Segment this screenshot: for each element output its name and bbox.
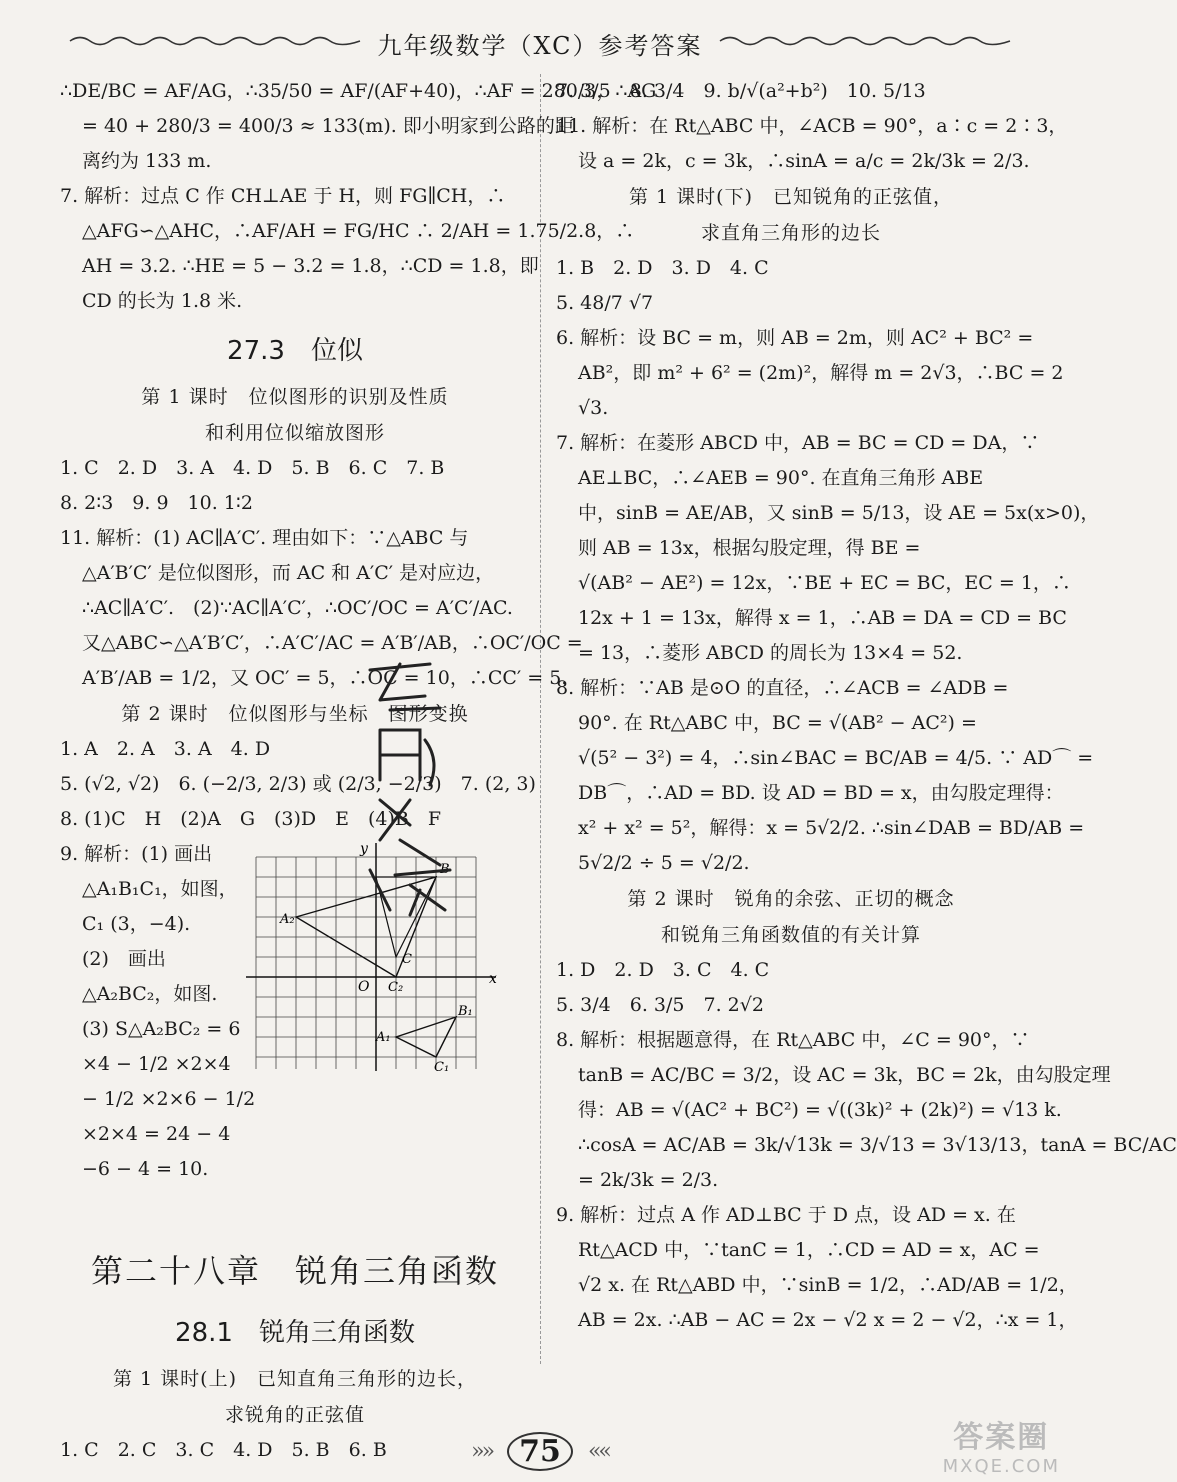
answer-line: AH = 3.2. ∴HE = 5 − 3.2 = 1.8，∴CD = 1.8，即 [82, 255, 539, 277]
answer-line: 8. 2∶3 9. 9 10. 1∶2 [60, 492, 253, 514]
answer-line: ∴cosA = AC/AB = 3k/√13k = 3/√13 = 3√13/13，tanA = BC/AC [578, 1134, 1177, 1156]
lesson-title: 求直角三角形的边长 [700, 222, 881, 244]
answer-line: √(5² − 3²) = 4，∴sin∠BAC = BC/AB = 4/5. ∵ AD⌒ = [578, 747, 1094, 769]
answer-line: 1. B 2. D 3. D 4. C [556, 257, 769, 279]
answer-line: ×2×4 = 24 − 4 [82, 1123, 231, 1145]
answer-line: Rt△ACD 中，∵tanC = 1，∴CD = AD = x，AC = [578, 1239, 1040, 1261]
section-title: 28.1 锐角三角函数 [175, 1318, 415, 1348]
answer-line: A′B′/AB = 1/2，又 OC′ = 5，∴OC = 10，∴CC′ = 5. [82, 667, 568, 689]
point-c-label: C [402, 952, 412, 967]
answer-line: 又△ABC∽△A′B′C′，∴A′C′/AC = A′B′/AB，∴OC′/OC = [82, 632, 583, 654]
page-footer [0, 1432, 1080, 1472]
lesson-title: 和锐角三角函数值的有关计算 [660, 924, 921, 946]
answer-line: 得：AB = √(AC² + BC²) = √((3k)² + (2k)²) = √13 k. [578, 1099, 1062, 1121]
answer-line: x² + x² = 5²，解得：x = 5√2/2. ∴sin∠DAB = BD/AB = [578, 817, 1085, 839]
answer-line: 9. 解析：过点 A 作 AD⊥BC 于 D 点，设 AD = x. 在 [556, 1204, 1016, 1226]
answer-line: (2) 画出 [82, 948, 166, 970]
answer-line: √3. [578, 397, 609, 419]
answer-line: 11. 解析：(1) AC∥A′C′. 理由如下：∵△ABC 与 [60, 527, 469, 549]
point-a2-label: A₂ [280, 912, 295, 927]
watermark-text: 答案圈 [953, 1420, 1050, 1455]
page-title: 九年级数学（XC）参考答案 [377, 32, 703, 60]
answer-line: 5. (√2, √2) 6. (−2/3, 2/3) 或 (2/3, −2/3) 7. (2, 3) [60, 773, 536, 795]
y-axis-label: y [360, 841, 368, 857]
answer-line: 9. 解析：(1) 画出 [60, 843, 213, 865]
lesson-title: 第 1 课时(下) 已知锐角的正弦值， [629, 186, 953, 208]
answer-line: 设 a = 2k，c = 3k，∴sinA = a/c = 2k/3k = 2/3. [578, 150, 1030, 172]
answer-line: 5√2/2 ÷ 5 = √2/2. [578, 852, 750, 874]
point-b1-label: B₁ [458, 1004, 473, 1019]
answer-line: CD 的长为 1.8 米. [82, 290, 243, 312]
answer-line: 90°. 在 Rt△ABC 中，BC = √(AB² − AC²) = [578, 712, 977, 734]
page-number: 75 [507, 1432, 573, 1471]
lesson-title: 第 2 课时 锐角的余弦、正切的概念 [627, 888, 955, 910]
answer-line: △A′B′C′ 是位似图形，而 AC 和 A′C′ 是对应边， [82, 562, 495, 584]
answer-line: ∴AC∥A′C′. (2)∵AC∥A′C′，∴OC′/OC = A′C′/AC. [82, 597, 513, 619]
lesson-title: 和利用位似缩放图形 [204, 422, 385, 444]
answer-line: 中，sinB = AE/AB，又 sinB = 5/13，设 AE = 5x(x>0)， [578, 502, 1100, 524]
answer-line: AE⊥BC，∴∠AEB = 90°. 在直角三角形 ABE [578, 467, 984, 489]
point-c1-label: C₁ [434, 1060, 450, 1075]
answer-line: 12x + 1 = 13x，解得 x = 1，∴AB = DA = CD = BC [578, 607, 1067, 629]
answer-line: 8. 解析：根据题意得，在 Rt△ABC 中，∠C = 90°，∵ [556, 1029, 1030, 1051]
decorative-vine-right [720, 34, 1010, 48]
answer-line: 8. (1)C H (2)A G (3)D E (4)B F [60, 808, 442, 830]
origin-label: O [358, 979, 370, 995]
handwriting-scribble [350, 650, 470, 920]
answer-line: 1. C 2. C 3. C 4. D 5. B 6. B [60, 1439, 387, 1461]
answer-line: √(AB² − AE²) = 12x，∵BE + EC = BC，EC = 1，∴ [578, 572, 1071, 594]
answer-line: 6. 解析：设 BC = m，则 AB = 2m，则 AC² + BC² = [556, 327, 1034, 349]
point-c2-label: C₂ [388, 980, 404, 995]
answer-line: 5. 3/4 6. 3/5 7. 2√2 [556, 994, 764, 1016]
decorative-vine-left [70, 34, 360, 48]
answer-line: 1. C 2. D 3. A 4. D 5. B 6. C 7. B [60, 457, 445, 479]
answer-line: − 1/2 ×2×6 − 1/2 [82, 1088, 256, 1110]
point-a1-label: A₁ [376, 1030, 391, 1045]
answer-line: 1. D 2. D 3. C 4. C [556, 959, 770, 981]
lesson-title: 第 2 课时 位似图形与坐标 图形变换 [121, 703, 469, 725]
watermark [943, 1412, 1060, 1477]
x-axis-label: x [489, 971, 497, 987]
answer-line: 则 AB = 13x，根据勾股定理，得 BE = [578, 537, 921, 559]
answer-line: △A₁B₁C₁，如图， [82, 878, 238, 900]
page-header [70, 22, 1010, 62]
watermark-url: MXQE.COM [942, 1456, 1060, 1477]
chapter-title: 第二十八章 锐角三角函数 [90, 1252, 499, 1290]
point-b-label: B [440, 862, 450, 877]
answer-line: 7. 解析：过点 C 作 CH⊥AE 于 H，则 FG∥CH，∴ [60, 185, 506, 207]
footer-arrows-left-icon: »» [471, 1439, 493, 1464]
answer-line: = 2k/3k = 2/3. [578, 1169, 719, 1191]
answer-line: 7. 解析：在菱形 ABCD 中，AB = BC = CD = DA，∵ [556, 432, 1040, 454]
answer-line: 7. 3/5 8. 3/4 9. b/√(a²+b²) 10. 5/13 [556, 80, 926, 102]
answer-line: √2 x. 在 Rt△ABD 中，∵sinB = 1/2，∴AD/AB = 1/2， [578, 1274, 1078, 1296]
answer-line: tanB = AC/BC = 3/2，设 AC = 3k，BC = 2k，由勾股定理 [578, 1064, 1111, 1086]
question-9-text [60, 837, 256, 1187]
answer-line: = 13，∴菱形 ABCD 的周长为 13×4 = 52. [578, 642, 963, 664]
answer-line: 离约为 133 m. [82, 150, 212, 172]
column-divider [540, 74, 541, 1364]
answer-line: AB²，即 m² + 6² = (2m)²，解得 m = 2√3，∴BC = 2 [578, 362, 1064, 384]
answer-line: 5. 48/7 √7 [556, 292, 654, 314]
answer-line: −6 − 4 = 10. [82, 1158, 209, 1180]
right-column [556, 74, 1177, 1338]
answer-line: C₁ (3，−4). [82, 913, 191, 935]
answer-line: AB = 2x. ∴AB − AC = 2x − √2 x = 2 − √2，∴x = 1， [578, 1309, 1078, 1331]
answer-line: (3) S△A₂BC₂ = 6 [82, 1018, 241, 1040]
answer-line: = 40 + 280/3 = 400/3 ≈ 133(m). 即小明家到公路的距 [82, 115, 574, 137]
answer-line: 8. 解析：∵AB 是⊙O 的直径，∴∠ACB = ∠ADB = [556, 677, 1009, 699]
lesson-title: 第 1 课时 位似图形的识别及性质 [141, 386, 449, 408]
answer-line: ∴DE/BC = AF/AG，∴35/50 = AF/(AF+40)，∴AF = 280/3，∴AG [60, 80, 657, 102]
answer-line: 11. 解析：在 Rt△ABC 中，∠ACB = 90°，a∶c = 2∶3， [556, 115, 1068, 137]
lesson-title: 求锐角的正弦值 [224, 1404, 365, 1426]
answer-line: △A₂BC₂，如图. [82, 983, 218, 1005]
answer-line: DB⌒，∴AD = BD. 设 AD = BD = x，由勾股定理得： [578, 782, 1064, 804]
answer-line: △AFG∽△AHC，∴AF/AH = FG/HC ∴ 2/AH = 1.75/2.8，∴ [82, 220, 635, 242]
footer-arrows-right-icon: «« [587, 1439, 609, 1464]
lesson-title: 第 1 课时(上) 已知直角三角形的边长， [113, 1368, 477, 1390]
answer-line: ×4 − 1/2 ×2×4 [82, 1053, 231, 1075]
section-title: 27.3 位似 [227, 336, 363, 366]
answer-line: 1. A 2. A 3. A 4. D [60, 738, 271, 760]
